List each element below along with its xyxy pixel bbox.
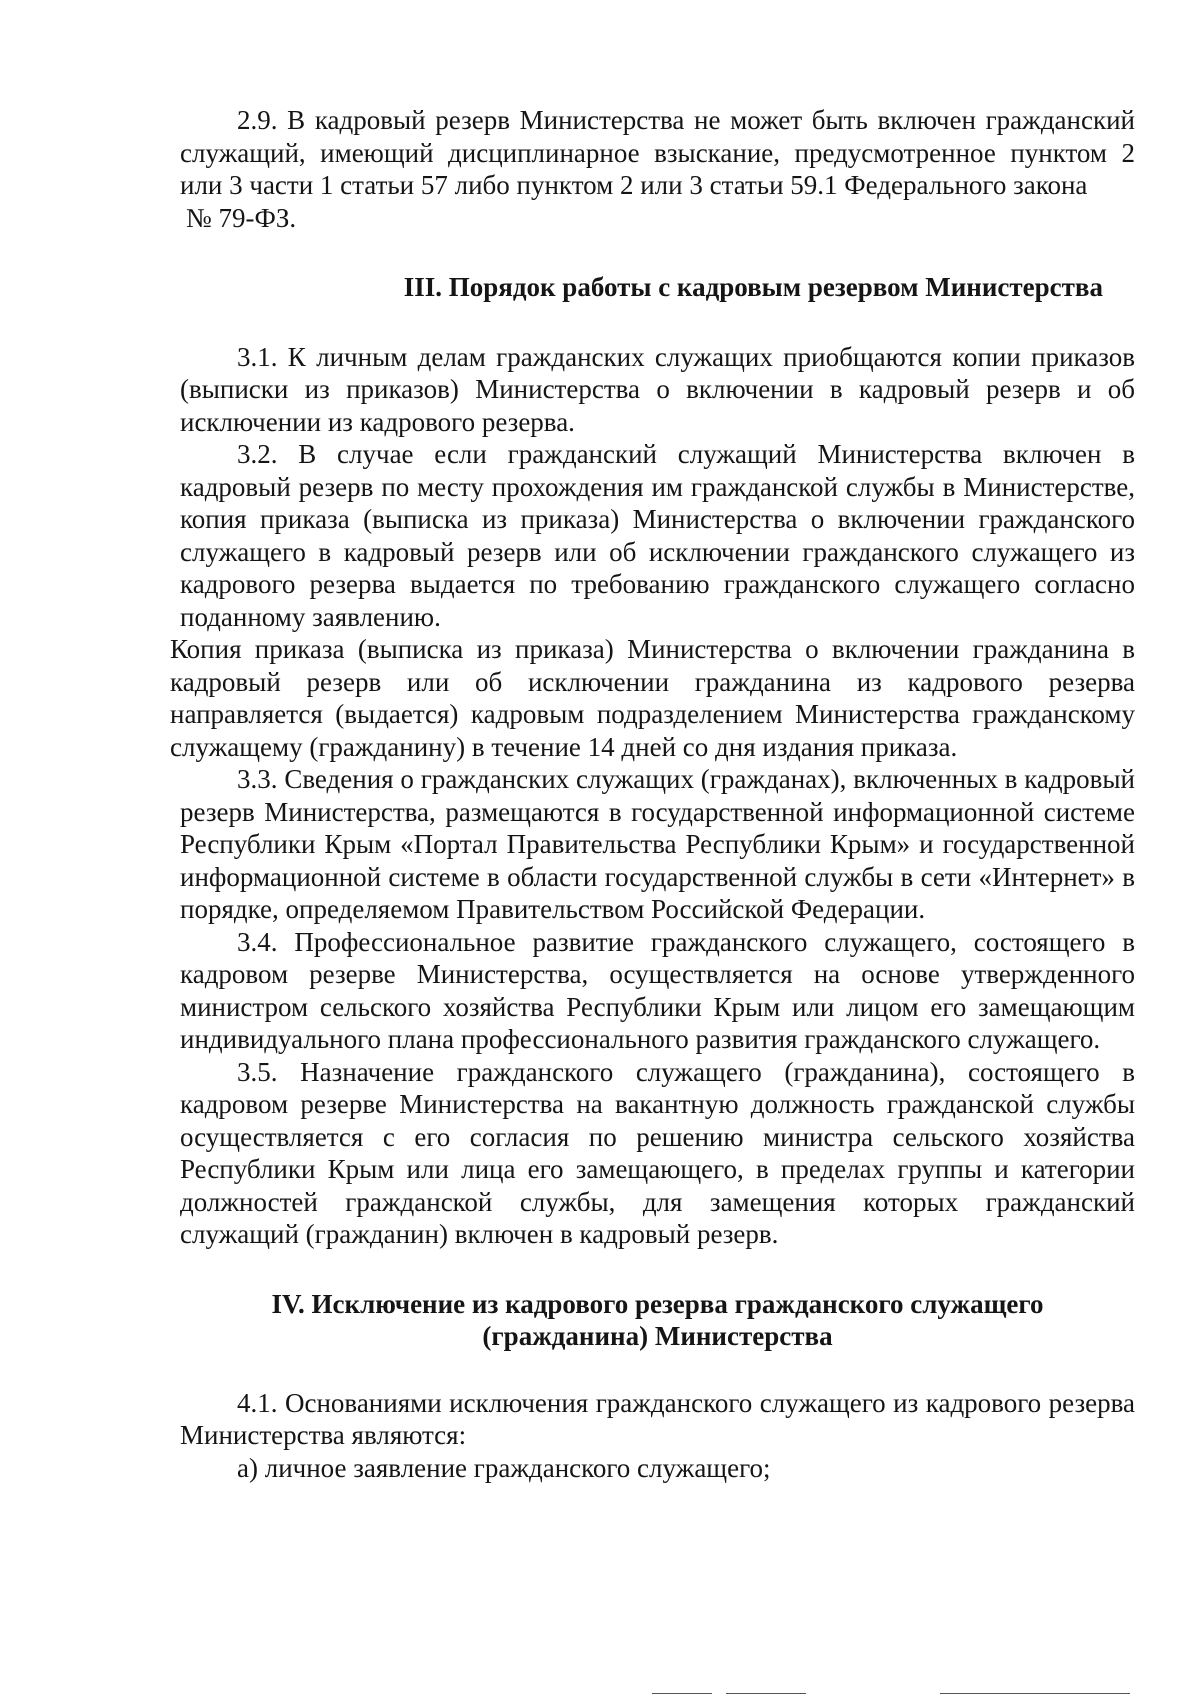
section-4-heading (180, 1288, 1135, 1353)
footer-rule (940, 1693, 1130, 1694)
paragraph-3-1: 3.1. К личным делам гражданских служащих приобщаются копии приказов (выписки из приказов) Министерства о включении в кадровый резерв и об исключении из кадрового резерва. (180, 341, 1135, 437)
paragraph-4-1-item-a: а) личное заявление гражданского служащего; (237, 1452, 771, 1483)
section-4-heading-line-1: IV. Исключение из кадрового резерва гражданского служащего (271, 1288, 1044, 1319)
paragraph-3-2-copy-order: Копия приказа (выписка из приказа) Министерства о включении гражданина в кадровый резерв или об исключении гражданина из кадрового резерва направляется (выдается) кадровым подразделением Министерства гражданскому служащему (гражданину) в течение 14 дней со дня издания приказа. (170, 634, 1135, 762)
page-footer-rules (0, 1693, 1200, 1697)
footer-rule (652, 1693, 712, 1694)
paragraph-2-9-law-number: № 79-ФЗ. (186, 202, 297, 233)
section-3-heading: III. Порядок работы с кадровым резервом Министерства (403, 272, 1103, 302)
paragraph-3-5: 3.5. Назначение гражданского служащего (гражданина), состоящего в кадровом резерве Министерства на вакантную должность гражданской службы осуществляется с его согласия по решению министра сельского хозяйства Республики Крым или лица его замещающего, в пределах группы и категории должностей гражданской службы, для замещения которых гражданский служащий (гражданин) включен в кадровый резерв. (180, 1056, 1135, 1249)
paragraph-3-4: 3.4. Профессиональное развитие гражданского служащего, состоящего в кадровом резерве Министерства, осуществляется на основе утвержденного министром сельского хозяйства Республики Крым или лицом его замещающим индивидуального плана профессионального развития гражданского служащего. (180, 926, 1135, 1054)
footer-rule (726, 1693, 806, 1694)
paragraph-4-1: 4.1. Основаниями исключения гражданского служащего из кадрового резерва Министерства являются: (180, 1387, 1135, 1450)
section-4-heading-line-2: (гражданина) Министерства (482, 1321, 833, 1351)
paragraph-3-2: 3.2. В случае если гражданский служащий Министерства включен в кадровый резерв по месту прохождения им гражданской службы в Министерстве, копия приказа (выписка из приказа) Министерства о включении гражданского служащего в кадровый резерв или об исключении гражданского служащего из кадрового резерва выдается по требованию гражданского служащего согласно поданному заявлению. (180, 439, 1135, 632)
paragraph-3-3: 3.3. Сведения о гражданских служащих (гражданах), включенных в кадровый резерв Министерства, размещаются в государственной информационной системе Республики Крым «Портал Правительства Республики Крым» и государственной информационной системе в области государственной службы в сети «Интернет» в порядке, определяемом Правительством Российской Федерации. (180, 764, 1135, 924)
document-body (170, 104, 1135, 1484)
paragraph-2-9: 2.9. В кадровый резерв Министерства не может быть включен гражданский служащий, имеющий дисциплинарное взыскание, предусмотренное пунктом 2 или 3 части 1 статьи 57 либо пунктом 2 или 3 статьи 59.1 Федерального закона (180, 105, 1135, 200)
